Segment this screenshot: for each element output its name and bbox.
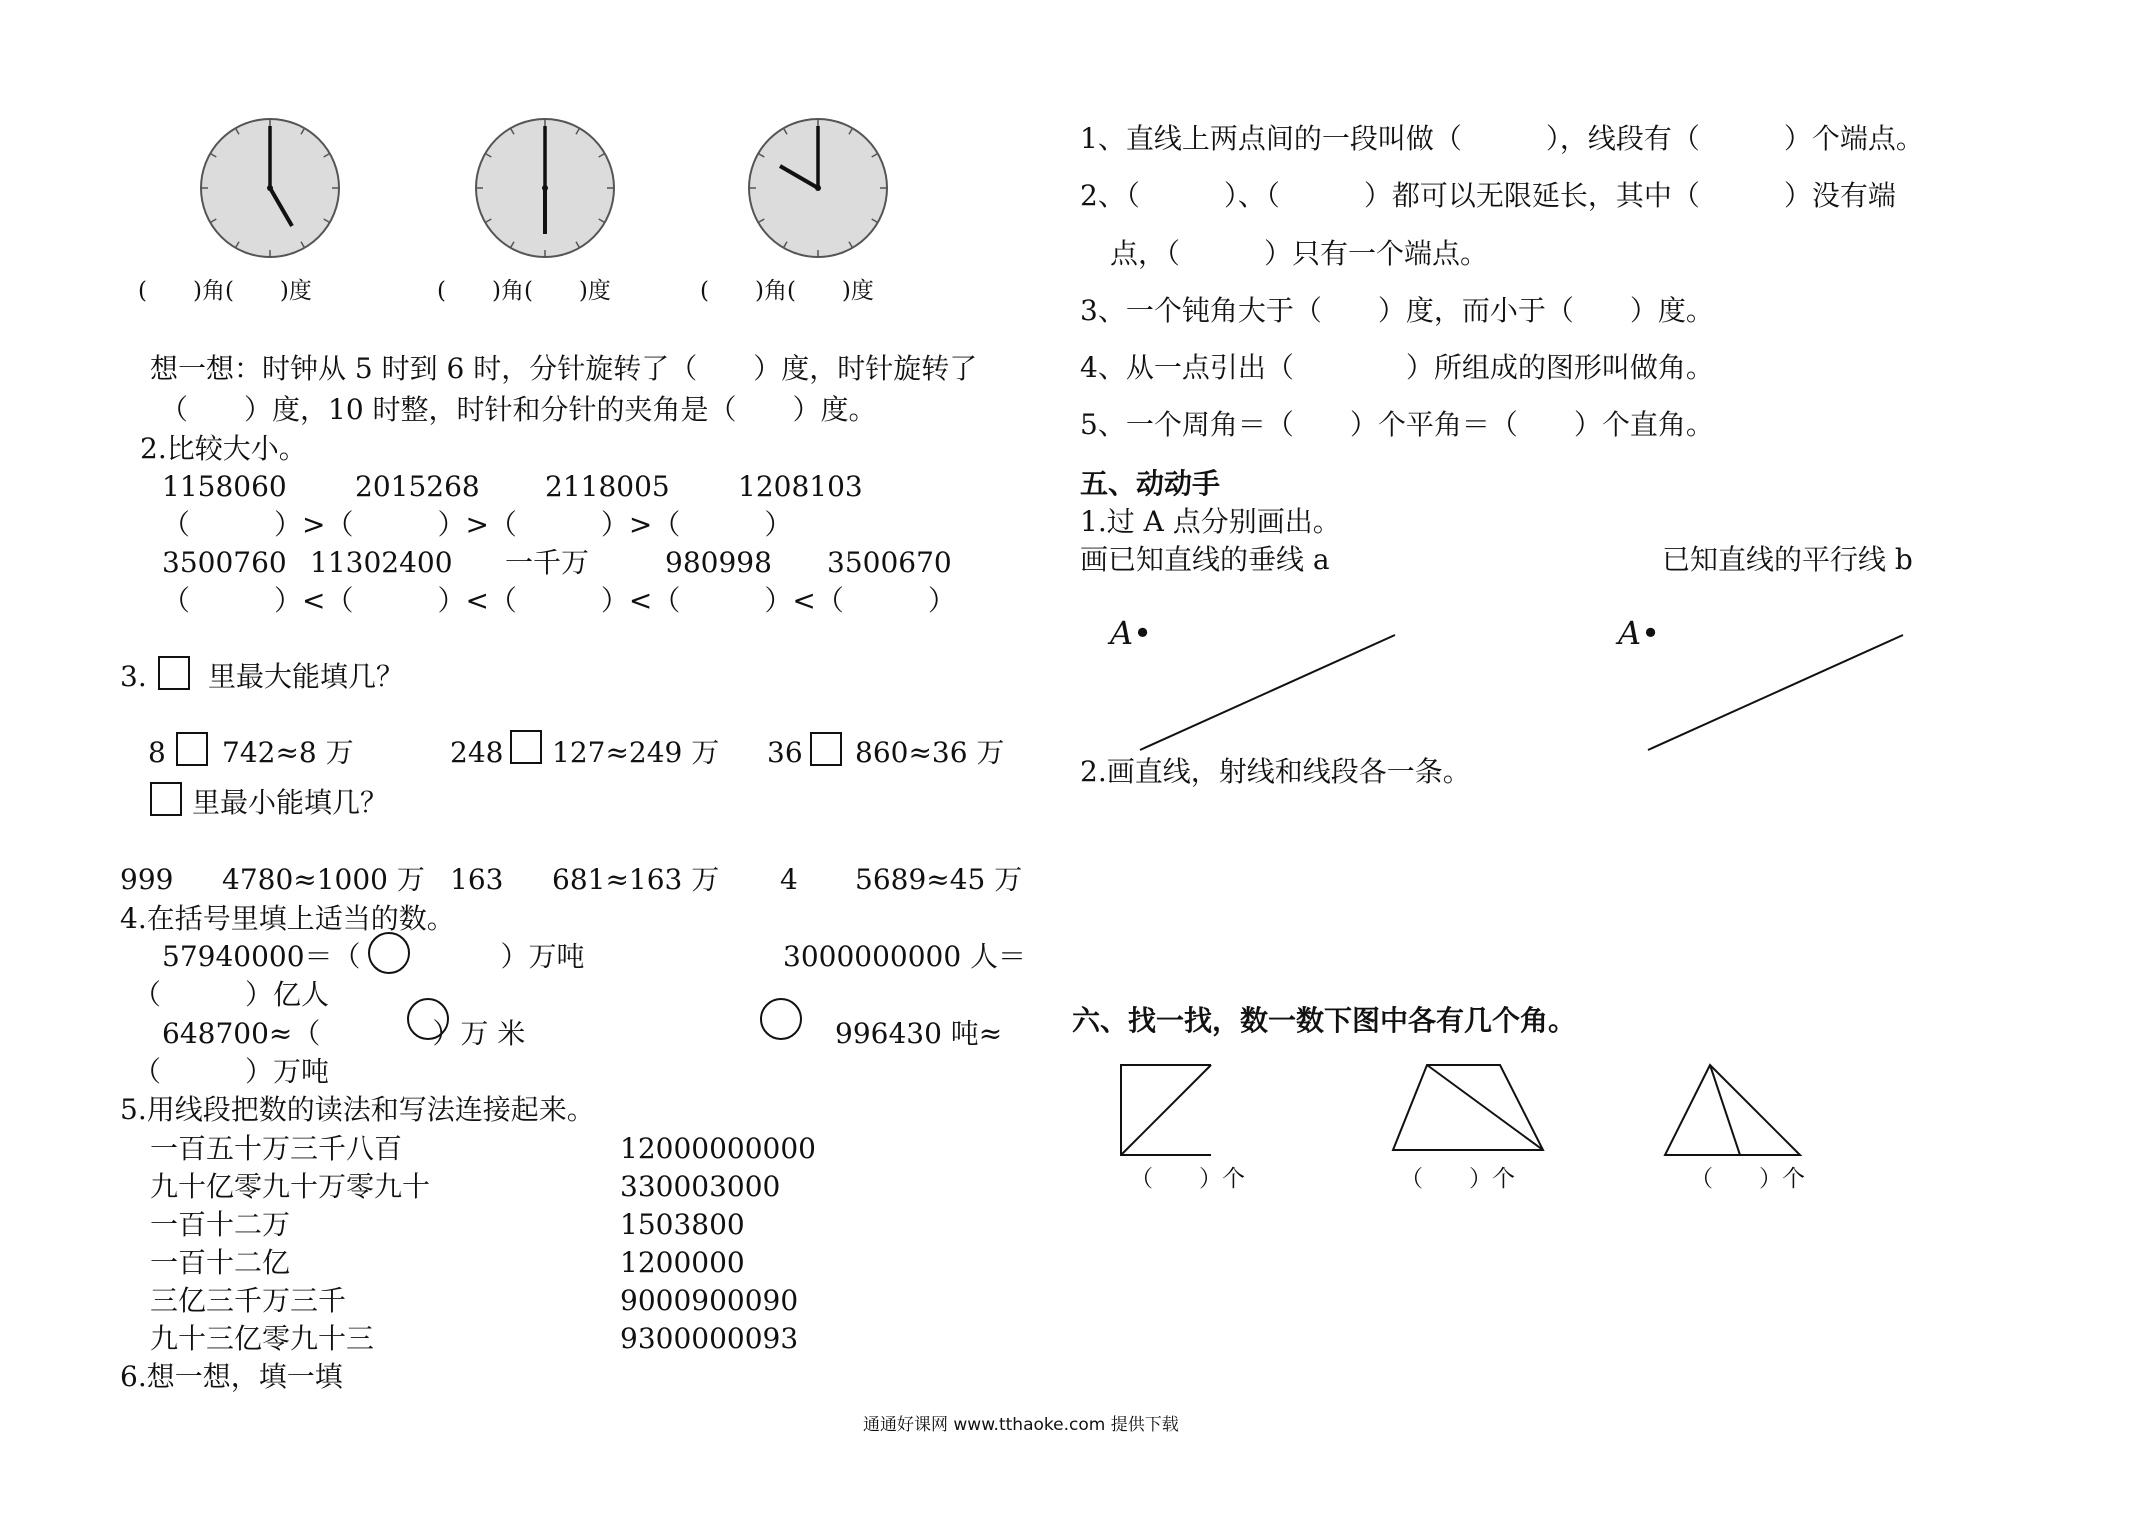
q4-line-3a: 648700≈（ ）万 米 — [162, 1017, 526, 1050]
right-fill-5: 4、从一点引出（ ）所组成的图形叫做角。 — [1080, 351, 1714, 384]
q5-reading: 九十亿零九十万零九十 — [150, 1170, 431, 1203]
q5-reading: 一百十二亿 — [150, 1246, 291, 1279]
q5-reading: 一百五十万三千八百 — [150, 1132, 403, 1165]
think-line-2: （ ）度，10 时整，时针和分针的夹角是（ ）度。 — [160, 393, 877, 426]
q3-min-item-3-post: 5689≈45 万 — [855, 863, 1023, 896]
q4-line-4: （ ）万吨 — [133, 1055, 330, 1088]
compare-blanks-1: （ ）>（ ）>（ ）>（ ） — [162, 508, 793, 541]
q4-line-1a: 57940000＝（ ）万吨 — [162, 940, 585, 973]
clock-blank-3: ( )角( )度 — [700, 278, 874, 304]
q3-min-item-1-pre: 999 — [120, 863, 174, 896]
compare-num-2: 2015268 — [355, 470, 480, 503]
q3-item-2-pre: 248 — [450, 736, 504, 769]
figure-trapezoid — [1393, 1065, 1543, 1150]
section-6-blank-2: （ ）个 — [1400, 1166, 1515, 1192]
right-fill-1: 1、直线上两点间的一段叫做（ ），线段有（ ）个端点。 — [1080, 122, 1924, 155]
q3-min-box — [150, 782, 182, 816]
q3-item-3-pre: 36 — [767, 736, 803, 769]
q4-circle-1[interactable] — [368, 932, 410, 974]
compare2-num-2: 11302400 — [310, 546, 453, 579]
right-fill-3: 点，（ ）只有一个端点。 — [1110, 237, 1489, 270]
q3-item-3-post: 860≈36 万 — [855, 736, 1005, 769]
compare-num-1: 1158060 — [162, 470, 287, 503]
q3-number: 3. — [120, 660, 147, 693]
compare2-num-4: 980998 — [665, 546, 772, 579]
compare-title: 2.比较大小。 — [140, 432, 307, 465]
point-a-right: A• — [1618, 614, 1660, 652]
q3-item-1-post: 742≈8 万 — [222, 736, 354, 769]
q6-title: 6.想一想，填一填 — [120, 1360, 343, 1393]
section-6-blank-1: （ ）个 — [1130, 1166, 1245, 1192]
section-5-title: 五、动动手 — [1080, 467, 1221, 500]
figure-square-diagonal — [1121, 1065, 1211, 1155]
section-6-blank-3: （ ）个 — [1690, 1166, 1805, 1192]
point-a-left: A• — [1110, 614, 1152, 652]
clock-ten — [749, 119, 887, 257]
q5-reading: 一百十二万 — [150, 1208, 291, 1241]
compare-num-4: 1208103 — [738, 470, 863, 503]
clock-five — [201, 119, 339, 257]
section-5-left-label: 画已知直线的垂线 a — [1080, 543, 1330, 576]
q4-line-3b: 996430 吨≈ — [835, 1017, 1003, 1050]
section-6-title: 六、找一找，数一数下图中各有几个角。 — [1072, 1004, 1577, 1037]
clock-blank-1: ( )角( )度 — [138, 278, 312, 304]
q3-item-1-pre: 8 — [148, 736, 166, 769]
q4-line-1b: 3000000000 人＝ — [783, 940, 1027, 973]
q4-line-2: （ ）亿人 — [133, 978, 330, 1011]
compare-num-3: 2118005 — [545, 470, 670, 503]
compare2-num-1: 3500760 — [162, 546, 287, 579]
q3-title: 里最大能填几？ — [208, 660, 405, 693]
q5-number: 1200000 — [620, 1246, 745, 1279]
given-line-right — [1648, 635, 1903, 750]
q4-title: 4.在括号里填上适当的数。 — [120, 902, 455, 935]
q5-title: 5.用线段把数的读法和写法连接起来。 — [120, 1093, 595, 1126]
right-fill-4: 3、一个钝角大于（ ）度，而小于（ ）度。 — [1080, 294, 1714, 327]
q3-min-item-1-post: 4780≈1000 万 — [222, 863, 425, 896]
compare2-num-5: 3500670 — [827, 546, 952, 579]
q5-number: 1503800 — [620, 1208, 745, 1241]
compare-blanks-2: （ ）<（ ）<（ ）<（ ）<（ ） — [162, 584, 956, 617]
q3-min-item-3-pre: 4 — [780, 863, 798, 896]
q3-min-item-2-pre: 163 — [450, 863, 504, 896]
q3-min-item-2-post: 681≈163 万 — [552, 863, 720, 896]
figure-triangle — [1665, 1065, 1800, 1155]
right-fill-6: 5、一个周角＝（ ）个平角＝（ ）个直角。 — [1080, 408, 1714, 441]
q3-item-3-box[interactable] — [810, 732, 842, 766]
q5-number: 9000900090 — [620, 1284, 799, 1317]
q3-min-title: 里最小能填几？ — [192, 786, 389, 819]
given-line-left — [1140, 635, 1395, 750]
q4-circle-3[interactable] — [760, 998, 802, 1040]
section-5-q2: 2.画直线，射线和线段各一条。 — [1080, 755, 1471, 788]
q3-item-2-post: 127≈249 万 — [552, 736, 720, 769]
q5-reading: 九十三亿零九十三 — [150, 1322, 375, 1355]
section-5-q1: 1.过 A 点分别画出。 — [1080, 505, 1341, 538]
q4-circle-2[interactable] — [407, 998, 449, 1040]
q5-number: 330003000 — [620, 1170, 781, 1203]
section-5-right-label: 已知直线的平行线 b — [1662, 543, 1913, 576]
q3-item-1-box[interactable] — [176, 732, 208, 766]
footer-credit: 通通好课网 www.tthaoke.com 提供下载 — [863, 1415, 1179, 1435]
think-line-1: 想一想：时钟从 5 时到 6 时，分针旋转了（ ）度，时针旋转了 — [150, 352, 978, 385]
q3-item-2-box[interactable] — [510, 730, 542, 764]
compare2-num-3: 一千万 — [505, 546, 590, 579]
q3-title-box — [158, 656, 190, 690]
clock-six — [476, 119, 614, 257]
q5-reading: 三亿三千万三千 — [150, 1284, 347, 1317]
q5-number: 9300000093 — [620, 1322, 799, 1355]
q5-number: 12000000000 — [620, 1132, 816, 1165]
clock-blank-2: ( )角( )度 — [437, 278, 611, 304]
right-fill-2: 2、（ ）、（ ）都可以无限延长，其中（ ）没有端 — [1080, 179, 1896, 212]
